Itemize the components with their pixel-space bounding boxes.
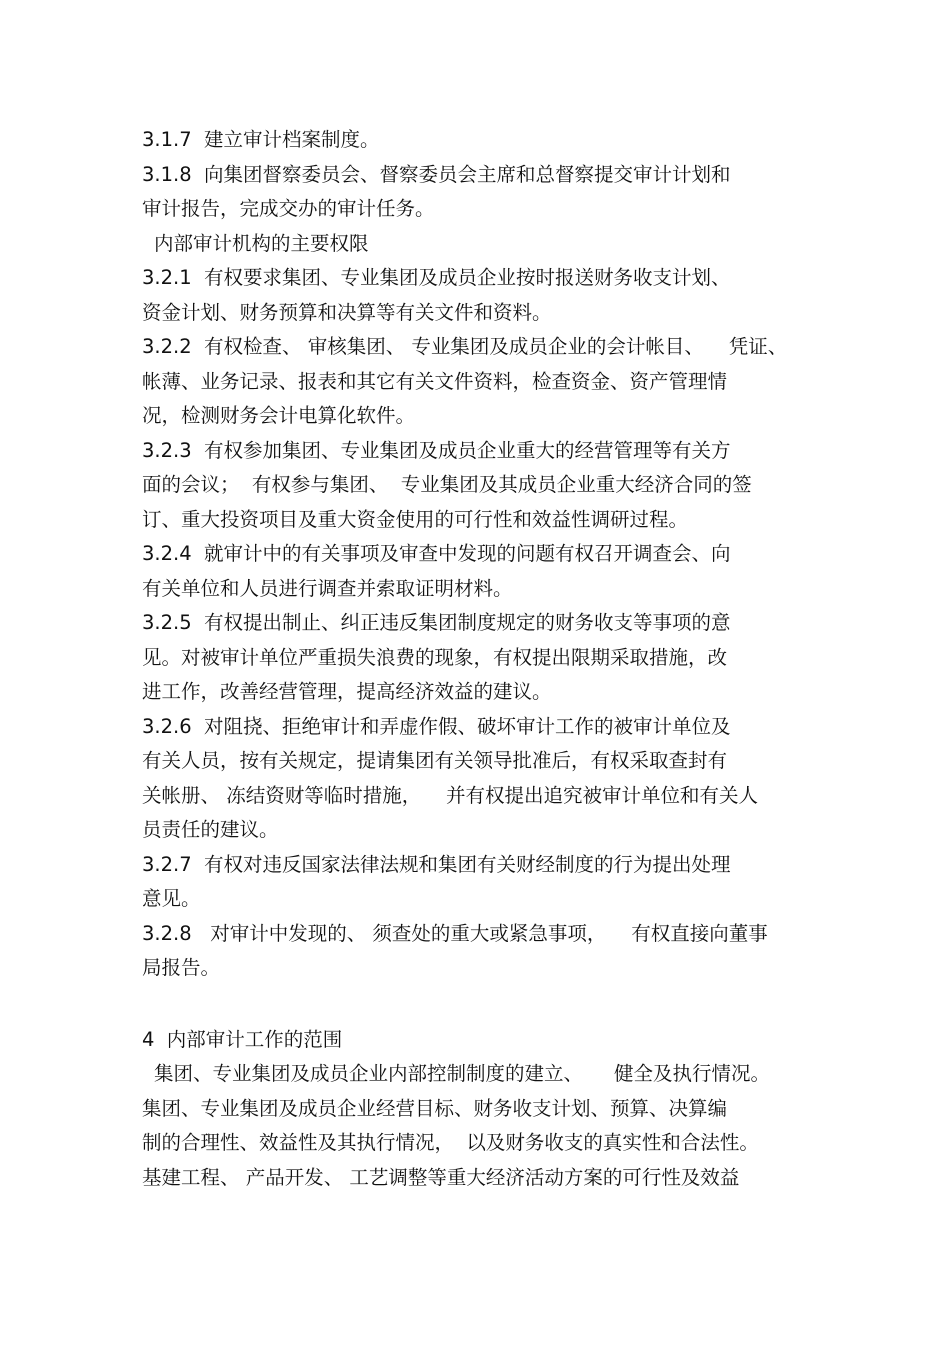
text-line: 3.2.7 有权对违反国家法律法规和集团有关财经制度的行为提出处理 bbox=[142, 852, 731, 876]
text-line: 进工作，改善经营管理，提高经济效益的建议。 bbox=[142, 680, 552, 703]
text-line: 集团、专业集团及成员企业内部控制制度的建立、 健全及执行情况。 bbox=[154, 1062, 770, 1085]
text-line: 3.1.8 向集团督察委员会、督察委员会主席和总督察提交审计计划和 bbox=[142, 162, 731, 186]
text-line: 审计报告，完成交办的审计任务。 bbox=[142, 197, 435, 220]
text-line: 3.2.2 有权检查、 审核集团、 专业集团及成员企业的会计帐目、 凭证、 bbox=[142, 335, 788, 358]
text-line: 意见。 bbox=[142, 887, 201, 910]
text-line: 3.2.6 对阻挠、拒绝审计和弄虚作假、破坏审计工作的被审计单位及 bbox=[142, 714, 731, 738]
section-heading: 4 内部审计工作的范围 bbox=[142, 1027, 343, 1051]
text-line: 有关人员，按有关规定，提请集团有关领导批准后，有权采取查封有 bbox=[142, 749, 728, 772]
section-heading: 内部审计机构的主要权限 bbox=[154, 231, 369, 255]
text-line: 3.2.8 对审计中发现的、 须查处的重大或紧急事项， 有权直接向董事 bbox=[142, 921, 768, 945]
text-line: 集团、专业集团及成员企业经营目标、财务收支计划、预算、决算编 bbox=[142, 1096, 728, 1120]
text-line: 3.2.4 就审计中的有关事项及审查中发现的问题有权召开调查会、向 bbox=[142, 542, 731, 565]
text-line: 况，检测财务会计电算化软件。 bbox=[142, 404, 416, 427]
text-line: 3.2.3 有权参加集团、专业集团及成员企业重大的经营管理等有关方 bbox=[142, 438, 731, 462]
text-line: 订、重大投资项目及重大资金使用的可行性和效益性调研过程。 bbox=[142, 507, 689, 531]
text-line: 见。对被审计单位严重损失浪费的现象，有权提出限期采取措施，改 bbox=[142, 645, 728, 669]
text-line: 3.2.1 有权要求集团、专业集团及成员企业按时报送财务收支计划、 bbox=[142, 266, 731, 289]
text-line: 3.2.5 有权提出制止、纠正违反集团制度规定的财务收支等事项的意 bbox=[142, 611, 731, 634]
text-line: 局报告。 bbox=[142, 956, 221, 979]
text-line: 基建工程、 产品开发、 工艺调整等重大经济活动方案的可行性及效益 bbox=[142, 1165, 740, 1189]
text-line: 面的会议； 有权参与集团、 专业集团及其成员企业重大经济合同的签 bbox=[142, 473, 752, 496]
document-body bbox=[142, 123, 842, 1195]
text-line: 关帐册、 冻结资财等临时措施， 并有权提出追究被审计单位和有关人 bbox=[142, 783, 758, 807]
text-line: 制的合理性、效益性及其执行情况， 以及财务收支的真实性和合法性。 bbox=[142, 1131, 759, 1154]
text-line: 帐薄、业务记录、报表和其它有关文件资料，检查资金、资产管理情 bbox=[142, 369, 728, 393]
text-line: 资金计划、财务预算和决算等有关文件和资料。 bbox=[142, 300, 552, 324]
text-line: 3.1.7 建立审计档案制度。 bbox=[142, 128, 380, 151]
text-line: 有关单位和人员进行调查并索取证明材料。 bbox=[142, 576, 513, 600]
paragraph-gap bbox=[142, 986, 842, 1023]
text-line: 员责任的建议。 bbox=[142, 818, 279, 841]
